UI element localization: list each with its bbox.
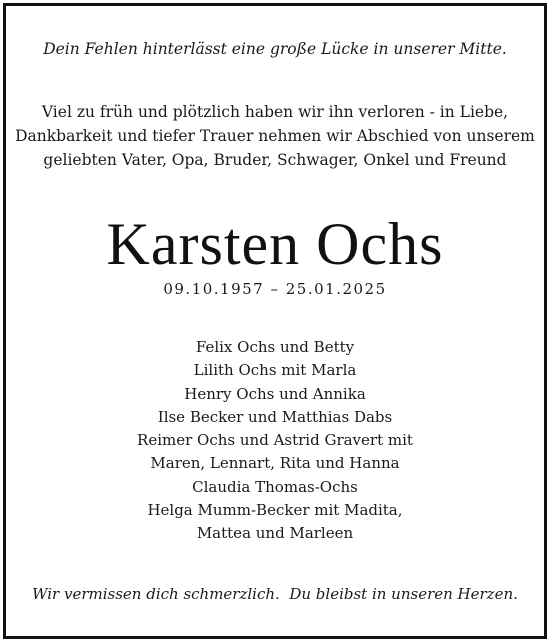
mourner-line: Ilse Becker und Matthias Dabs xyxy=(157,407,393,426)
intro-line: Dankbarkeit und tiefer Trauer nehmen wir Abschied von unserem xyxy=(15,127,535,145)
mourner-line: Helga Mumm-Becker mit Madita, xyxy=(147,501,403,520)
mourner-line: Henry Ochs und Annika xyxy=(184,384,366,403)
deceased-name: Karsten Ochs xyxy=(106,211,444,277)
closing-text: Wir vermissen dich schmerzlich. Du bleibst in unseren Herzen. xyxy=(32,585,518,603)
intro-text xyxy=(6,100,544,172)
mourner-line: Lilith Ochs mit Marla xyxy=(193,361,357,380)
intro-line: Viel zu früh und plötzlich haben wir ihn verloren - in Liebe, xyxy=(41,103,509,121)
mourner-line: Felix Ochs und Betty xyxy=(195,338,355,356)
mourners-list xyxy=(6,336,544,546)
mourner-line: Claudia Thomas-Ochs xyxy=(192,477,358,496)
intro-line: geliebten Vater, Opa, Bruder, Schwager, Onkel und Freund xyxy=(43,151,507,169)
motto-text: Dein Fehlen hinterlässt eine große Lücke in unserer Mitte. xyxy=(43,40,507,58)
mourner-line: Reimer Ochs und Astrid Gravert mit xyxy=(137,431,413,450)
mourner-line: Mattea und Marleen xyxy=(196,524,354,543)
obituary-frame xyxy=(3,3,547,639)
life-dates: 09.10.1957 – 25.01.2025 xyxy=(163,280,387,298)
mourner-line: Maren, Lennart, Rita und Hanna xyxy=(150,454,400,473)
